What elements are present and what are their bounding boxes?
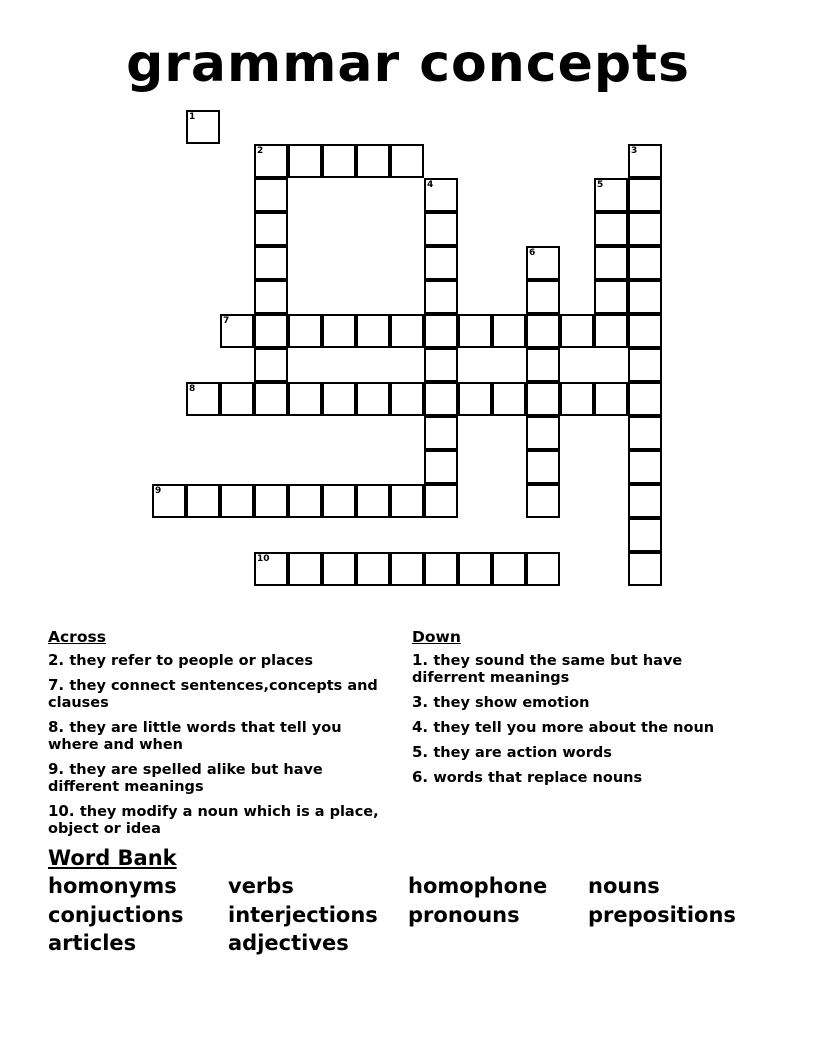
crossword-cell[interactable]: [628, 212, 662, 246]
crossword-cell[interactable]: [390, 382, 424, 416]
crossword-cell[interactable]: [186, 382, 220, 416]
clue-text: words that replace nouns: [433, 770, 643, 786]
crossword-cell[interactable]: [424, 348, 458, 382]
crossword-cell[interactable]: [254, 280, 288, 314]
crossword-cell[interactable]: [254, 144, 288, 178]
crossword-cell[interactable]: [390, 484, 424, 518]
crossword-cell[interactable]: [356, 382, 390, 416]
crossword-cell[interactable]: [458, 552, 492, 586]
clue-text: they are spelled alike but have different meanings: [48, 762, 323, 795]
clue-text: they refer to people or places: [69, 653, 313, 669]
crossword-cell[interactable]: [526, 416, 560, 450]
page-title: grammar concepts: [126, 34, 690, 94]
crossword-cell[interactable]: [424, 552, 458, 586]
crossword-cell[interactable]: [594, 246, 628, 280]
clue-number: 5.: [412, 743, 429, 761]
clue-number: 6.: [412, 768, 429, 786]
crossword-cell[interactable]: [288, 144, 322, 178]
crossword-cell[interactable]: [254, 178, 288, 212]
down-clue-5: [412, 744, 757, 761]
crossword-cell[interactable]: [424, 178, 458, 212]
crossword-cell[interactable]: [390, 552, 424, 586]
crossword-cell[interactable]: [254, 552, 288, 586]
word-bank-item: nouns: [588, 874, 660, 898]
crossword-cell[interactable]: [628, 348, 662, 382]
clue-number: 4.: [412, 718, 429, 736]
down-clue-4: [412, 719, 757, 736]
crossword-cell[interactable]: [254, 212, 288, 246]
crossword-cell[interactable]: [594, 212, 628, 246]
clue-number-label: 10: [257, 554, 270, 564]
crossword-cell[interactable]: [628, 518, 662, 552]
crossword-cell[interactable]: [390, 314, 424, 348]
crossword-cell[interactable]: [526, 280, 560, 314]
crossword-cell[interactable]: [458, 382, 492, 416]
crossword-cell[interactable]: [526, 484, 560, 518]
crossword-cell[interactable]: [356, 484, 390, 518]
crossword-cell[interactable]: [424, 484, 458, 518]
clue-number-label: 2: [257, 146, 264, 156]
word-bank-item: adjectives: [228, 931, 349, 955]
crossword-cell[interactable]: [628, 144, 662, 178]
down-heading: Down: [412, 628, 461, 646]
crossword-cell[interactable]: [594, 382, 628, 416]
across-heading: Across: [48, 628, 106, 646]
clue-number: 9.: [48, 760, 65, 778]
clue-text: they show emotion: [433, 695, 590, 711]
crossword-cell[interactable]: [594, 280, 628, 314]
word-bank-item: prepositions: [588, 902, 736, 927]
word-bank-item: homophone: [408, 874, 548, 898]
crossword-cell[interactable]: [254, 246, 288, 280]
crossword-cell[interactable]: [492, 382, 526, 416]
crossword-cell[interactable]: [526, 552, 560, 586]
across-clue-8: [48, 719, 393, 753]
crossword-cell[interactable]: [186, 110, 220, 144]
crossword-cell[interactable]: [152, 484, 186, 518]
crossword-cell[interactable]: [458, 314, 492, 348]
crossword-cell[interactable]: [186, 484, 220, 518]
clue-number-label: 1: [189, 112, 196, 122]
crossword-cell[interactable]: [220, 484, 254, 518]
clue-number-label: 3: [631, 146, 638, 156]
clue-number-label: 8: [189, 384, 196, 394]
clue-text: they sound the same but have diferrent meanings: [412, 653, 683, 686]
clue-number-label: 9: [155, 486, 162, 496]
crossword-cell[interactable]: [288, 314, 322, 348]
crossword-cell[interactable]: [628, 450, 662, 484]
clue-number-label: 6: [529, 248, 536, 258]
crossword-cell[interactable]: [322, 144, 356, 178]
crossword-cell[interactable]: [220, 314, 254, 348]
crossword-cell[interactable]: [424, 314, 458, 348]
crossword-cell[interactable]: [322, 314, 356, 348]
down-clues: [412, 628, 757, 794]
crossword-cell[interactable]: [628, 416, 662, 450]
crossword-cell[interactable]: [492, 314, 526, 348]
crossword-cell[interactable]: [424, 382, 458, 416]
crossword-cell[interactable]: [594, 314, 628, 348]
crossword-cell[interactable]: [288, 484, 322, 518]
crossword-cell[interactable]: [628, 314, 662, 348]
crossword-cell[interactable]: [424, 246, 458, 280]
crossword-cell[interactable]: [628, 552, 662, 586]
crossword-cell[interactable]: [594, 178, 628, 212]
crossword-cell[interactable]: [424, 280, 458, 314]
clue-number-label: 7: [223, 316, 230, 326]
crossword-cell[interactable]: [560, 314, 594, 348]
crossword-cell[interactable]: [356, 144, 390, 178]
across-clues: [48, 628, 393, 845]
word-bank-item: verbs: [228, 874, 294, 898]
crossword-cell[interactable]: [424, 212, 458, 246]
clue-number: 7.: [48, 676, 65, 694]
crossword-cell[interactable]: [254, 484, 288, 518]
clue-number: 2.: [48, 651, 65, 669]
clue-number: 10.: [48, 802, 75, 820]
clue-number: 3.: [412, 693, 429, 711]
crossword-cell[interactable]: [288, 552, 322, 586]
across-clue-2: [48, 652, 393, 669]
crossword-cell[interactable]: [526, 348, 560, 382]
crossword-cell[interactable]: [322, 484, 356, 518]
crossword-cell[interactable]: [322, 552, 356, 586]
across-clue-10: [48, 803, 393, 837]
across-clue-9: [48, 761, 393, 795]
crossword-cell[interactable]: [322, 382, 356, 416]
word-bank-heading: Word Bank: [48, 846, 177, 870]
down-clue-6: [412, 769, 757, 786]
crossword-cell[interactable]: [526, 450, 560, 484]
word-bank-item: pronouns: [408, 902, 520, 927]
clue-number-label: 4: [427, 180, 434, 190]
word-bank-item: conjuctions: [48, 902, 184, 927]
clue-number: 8.: [48, 718, 65, 736]
crossword-cell[interactable]: [526, 246, 560, 280]
crossword-cell[interactable]: [492, 552, 526, 586]
clue-text: they connect sentences,concepts and clauses: [48, 678, 378, 711]
crossword-cell[interactable]: [526, 314, 560, 348]
crossword-cell[interactable]: [254, 314, 288, 348]
crossword-cell[interactable]: [628, 382, 662, 416]
clue-text: they are action words: [433, 745, 612, 761]
word-bank-item: articles: [48, 931, 137, 955]
crossword-cell[interactable]: [288, 382, 322, 416]
clue-number-label: 5: [597, 180, 604, 190]
crossword-cell[interactable]: [254, 348, 288, 382]
crossword-cell[interactable]: [628, 484, 662, 518]
crossword-cell[interactable]: [628, 280, 662, 314]
crossword-cell[interactable]: [560, 382, 594, 416]
down-clue-3: [412, 694, 757, 711]
across-clue-7: [48, 677, 393, 711]
crossword-cell[interactable]: [424, 450, 458, 484]
crossword-cell[interactable]: [628, 246, 662, 280]
crossword-cell[interactable]: [254, 382, 288, 416]
down-clue-1: [412, 652, 757, 686]
clue-text: they modify a noun which is a place, object or idea: [48, 804, 379, 837]
word-bank-item: homonyms: [48, 874, 177, 898]
word-bank: [48, 844, 788, 958]
crossword-cell[interactable]: [356, 552, 390, 586]
word-bank-list: [48, 872, 788, 958]
crossword-cell[interactable]: [424, 416, 458, 450]
crossword-cell[interactable]: [356, 314, 390, 348]
crossword-cell[interactable]: [628, 178, 662, 212]
clue-number: 1.: [412, 651, 429, 669]
crossword-cell[interactable]: [390, 144, 424, 178]
clue-text: they are little words that tell you where and when: [48, 720, 342, 753]
crossword-cell[interactable]: [220, 382, 254, 416]
crossword-cell[interactable]: [526, 382, 560, 416]
word-bank-item: interjections: [228, 902, 378, 927]
clue-text: they tell you more about the noun: [433, 720, 715, 736]
